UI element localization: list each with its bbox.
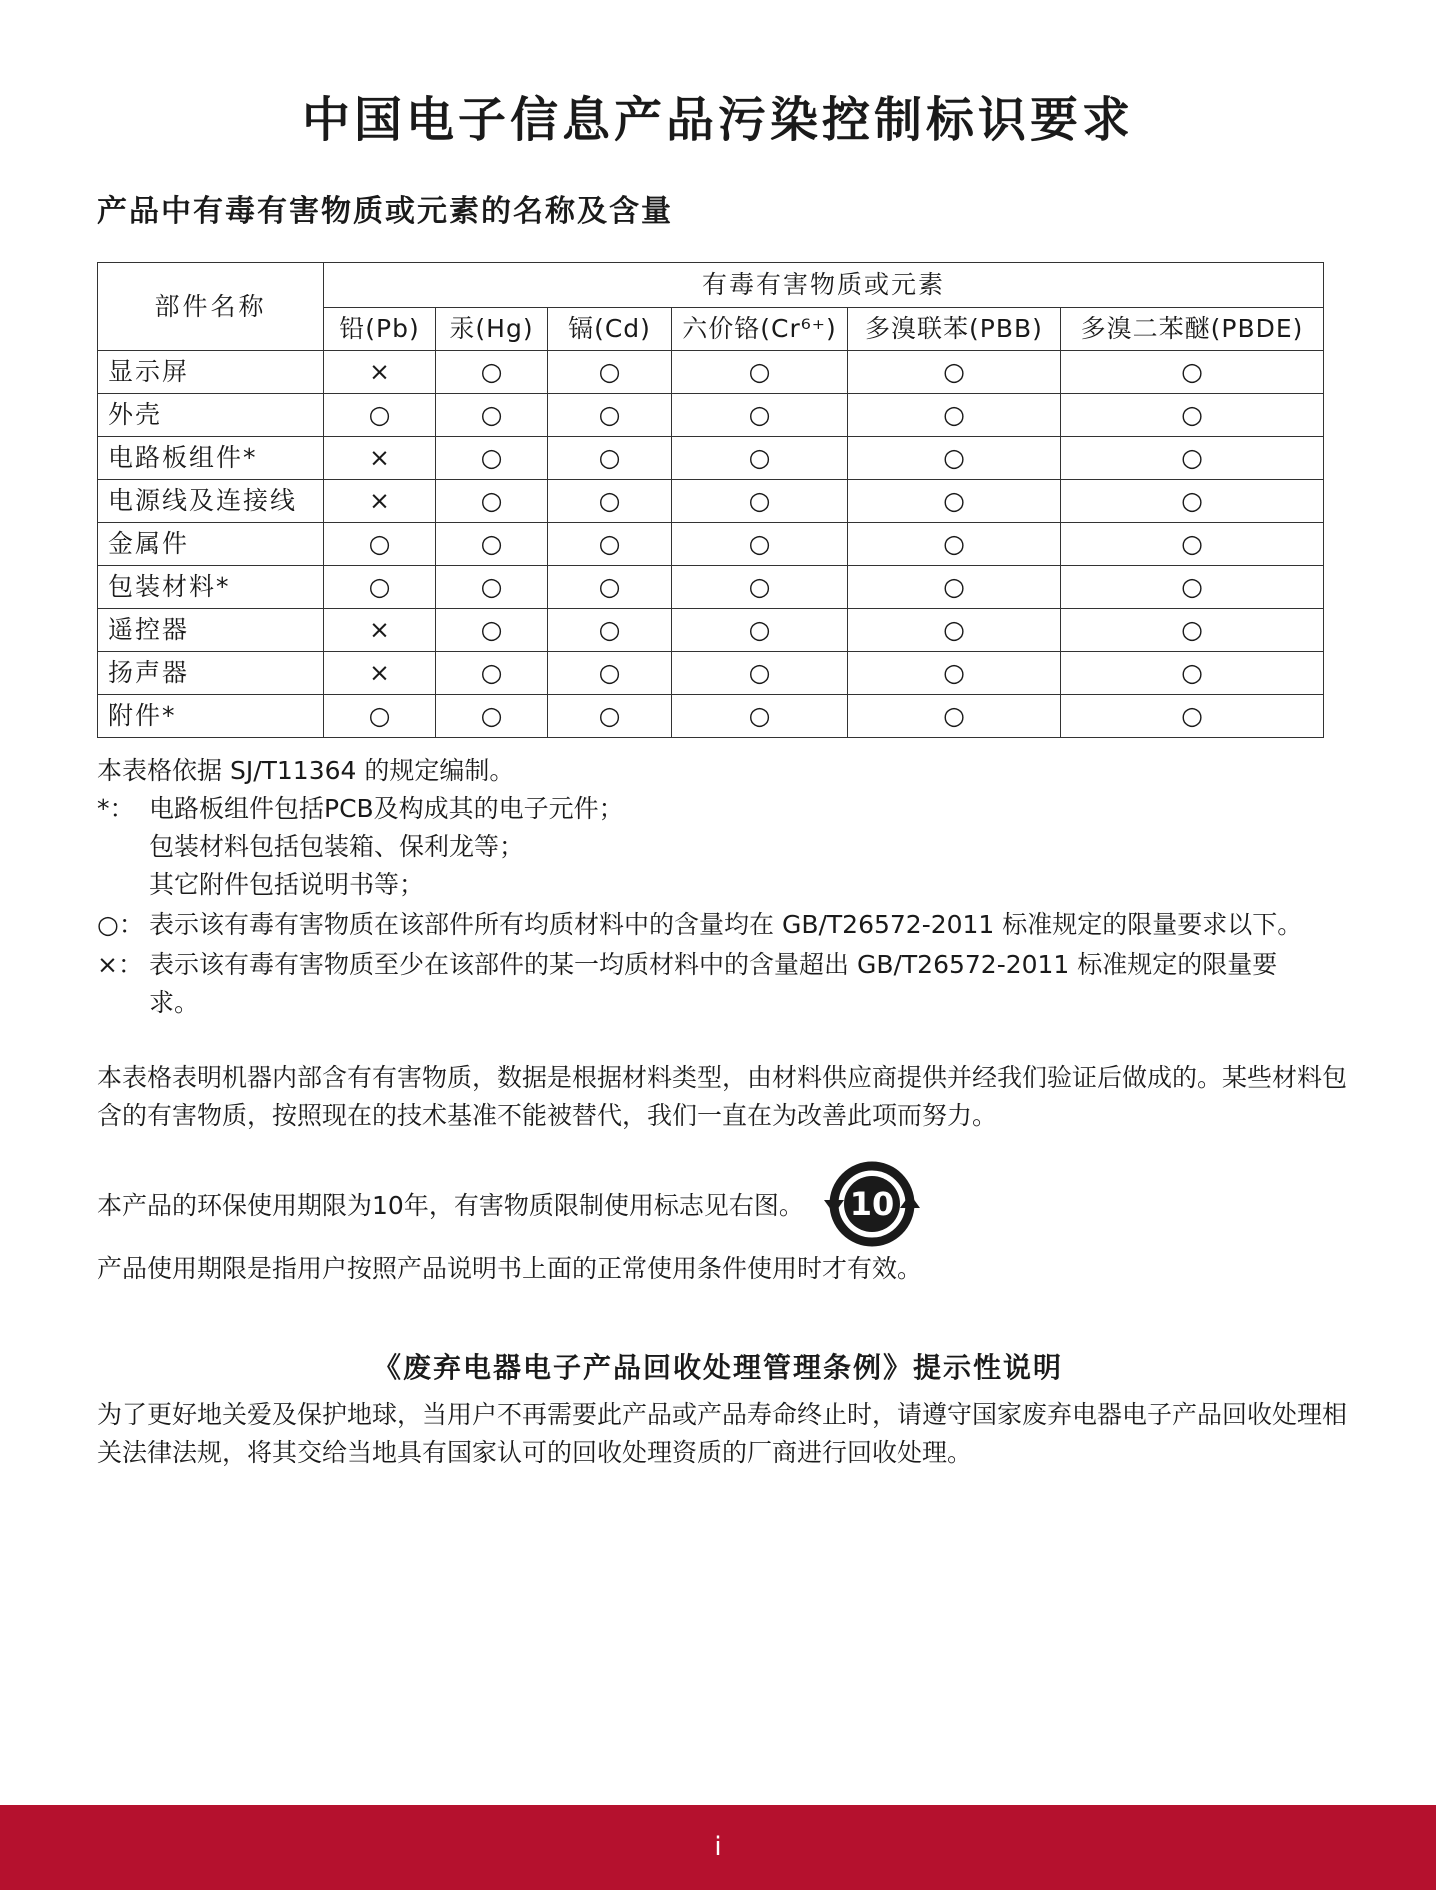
mark-cell: ○	[1061, 394, 1324, 437]
mark-cell: ○	[324, 695, 436, 738]
section-title: 产品中有毒有害物质或元素的名称及含量	[97, 194, 673, 229]
note-cross-text-continued: 求。	[149, 988, 200, 1017]
table-row	[98, 480, 1324, 523]
epup-label-number: 10	[849, 1185, 895, 1223]
mark-cell: ○	[672, 394, 848, 437]
mark-cell: ○	[672, 695, 848, 738]
part-name-cell: 包装材料*	[98, 566, 324, 609]
note-asterisk-marker: *：	[97, 794, 135, 823]
note-cross	[97, 946, 1377, 984]
part-name-cell: 外壳	[98, 394, 324, 437]
mark-cell: ○	[848, 523, 1061, 566]
table-row	[98, 351, 1324, 394]
mark-cell: ○	[436, 566, 548, 609]
mark-cell: ○	[436, 652, 548, 695]
hazard-substance-table	[97, 262, 1324, 738]
table-notes	[97, 752, 1377, 1022]
table-row	[98, 437, 1324, 480]
mark-cell: ○	[848, 394, 1061, 437]
part-name-header: 部件名称	[98, 263, 324, 351]
mark-cell: ○	[324, 523, 436, 566]
mark-cell: ○	[848, 609, 1061, 652]
environmental-period-text: 本产品的环保使用期限为10年，有害物质限制使用标志见右图。	[97, 1191, 804, 1220]
note-asterisk-line: 电路板组件包括PCB及构成其的电子元件；	[149, 794, 624, 823]
column-header-pbb: 多溴联苯(PBB)	[848, 308, 1061, 351]
mark-cell: ○	[548, 351, 672, 394]
mark-cell: ○	[848, 566, 1061, 609]
column-header-pb: 铅(Pb)	[324, 308, 436, 351]
part-name-cell: 扬声器	[98, 652, 324, 695]
substance-group-header: 有毒有害物质或元素	[324, 263, 1324, 308]
mark-cell: ○	[672, 437, 848, 480]
note-asterisk-line: 包装材料包括包装箱、保利龙等；	[149, 832, 525, 861]
mark-cell: ×	[324, 480, 436, 523]
weee-paragraph: 为了更好地关爱及保护地球，当用户不再需要此产品或产品寿命终止时，请遵守国家废弃电器电子产品回收处理相关法律法规，将其交给当地具有国家认可的回收处理资质的厂商进行回收处理。	[97, 1400, 1348, 1467]
mark-cell: ○	[436, 609, 548, 652]
mark-cell: ×	[324, 437, 436, 480]
mark-cell: ○	[548, 652, 672, 695]
mark-cell: ○	[672, 566, 848, 609]
part-name-cell: 显示屏	[98, 351, 324, 394]
mark-cell: ○	[672, 351, 848, 394]
page-number: i	[714, 1832, 722, 1862]
part-name-cell: 金属件	[98, 523, 324, 566]
validity-paragraph: 产品使用期限是指用户按照产品说明书上面的正常使用条件使用时才有效。	[97, 1254, 923, 1283]
mark-cell: ○	[848, 437, 1061, 480]
mark-cell: ○	[848, 480, 1061, 523]
mark-cell: ○	[436, 480, 548, 523]
mark-cell: ○	[324, 566, 436, 609]
mark-cell: ×	[324, 351, 436, 394]
mark-cell: ○	[848, 652, 1061, 695]
mark-cell: ○	[1061, 609, 1324, 652]
mark-cell: ○	[672, 609, 848, 652]
page-title: 中国电子信息产品污染控制标识要求	[301, 92, 1134, 148]
disclosure-paragraph: 本表格表明机器内部含有有害物质，数据是根据材料类型，由材料供应商提供并经我们验证后做成的。某些材料包含的有害物质，按照现在的技术基准不能被替代，我们一直在为改善此项而努力。	[97, 1063, 1348, 1130]
mark-cell: ○	[848, 351, 1061, 394]
note-asterisk-line: 其它附件包括说明书等；	[149, 870, 425, 899]
mark-cell: ○	[548, 437, 672, 480]
part-name-cell: 附件*	[98, 695, 324, 738]
mark-cell: ○	[848, 695, 1061, 738]
mark-cell: ○	[324, 394, 436, 437]
mark-cell: ○	[548, 480, 672, 523]
note-basis: 本表格依据 SJ/T11364 的规定编制。	[97, 756, 515, 785]
epup-recycle-icon	[822, 1158, 922, 1250]
environmental-period-row	[97, 1154, 922, 1254]
table-row	[98, 652, 1324, 695]
mark-cell: ○	[548, 566, 672, 609]
mark-cell: ○	[672, 523, 848, 566]
mark-cell: ○	[548, 609, 672, 652]
mark-cell: ○	[436, 351, 548, 394]
mark-cell: ○	[436, 523, 548, 566]
footer-bar	[0, 1805, 1436, 1890]
part-name-cell: 遥控器	[98, 609, 324, 652]
column-header-cr6: 六价铬(Cr⁶⁺)	[672, 308, 848, 351]
mark-cell: ○	[436, 695, 548, 738]
mark-cell: ○	[1061, 566, 1324, 609]
note-circle	[97, 906, 1377, 944]
mark-cell: ○	[1061, 695, 1324, 738]
table-row	[98, 566, 1324, 609]
mark-cell: ○	[1061, 437, 1324, 480]
note-asterisk	[97, 790, 1377, 828]
mark-cell: ×	[324, 652, 436, 695]
table-row	[98, 609, 1324, 652]
column-header-pbde: 多溴二苯醚(PBDE)	[1061, 308, 1324, 351]
note-cross-marker: ×：	[97, 950, 143, 979]
table-row	[98, 695, 1324, 738]
part-name-cell: 电源线及连接线	[98, 480, 324, 523]
table-row	[98, 394, 1324, 437]
note-cross-text: 表示该有毒有害物质至少在该部件的某一均质材料中的含量超出 GB/T26572-2011 标准规定的限量要	[149, 950, 1278, 979]
weee-title: 《废弃电器电子产品回收处理管理条例》提示性说明	[372, 1351, 1063, 1384]
column-header-cd: 镉(Cd)	[548, 308, 672, 351]
mark-cell: ○	[672, 652, 848, 695]
part-name-cell: 电路板组件*	[98, 437, 324, 480]
mark-cell: ○	[672, 480, 848, 523]
mark-cell: ○	[1061, 652, 1324, 695]
mark-cell: ○	[548, 695, 672, 738]
mark-cell: ○	[436, 394, 548, 437]
table-row	[98, 523, 1324, 566]
mark-cell: ○	[1061, 523, 1324, 566]
mark-cell: ○	[1061, 480, 1324, 523]
mark-cell: ○	[548, 523, 672, 566]
note-circle-marker: ○：	[97, 910, 144, 939]
note-circle-text: 表示该有毒有害物质在该部件所有均质材料中的含量均在 GB/T26572-2011 标准规定的限量要求以下。	[149, 910, 1303, 939]
mark-cell: ○	[436, 437, 548, 480]
mark-cell: ×	[324, 609, 436, 652]
mark-cell: ○	[1061, 351, 1324, 394]
column-header-hg: 汞(Hg)	[436, 308, 548, 351]
mark-cell: ○	[548, 394, 672, 437]
